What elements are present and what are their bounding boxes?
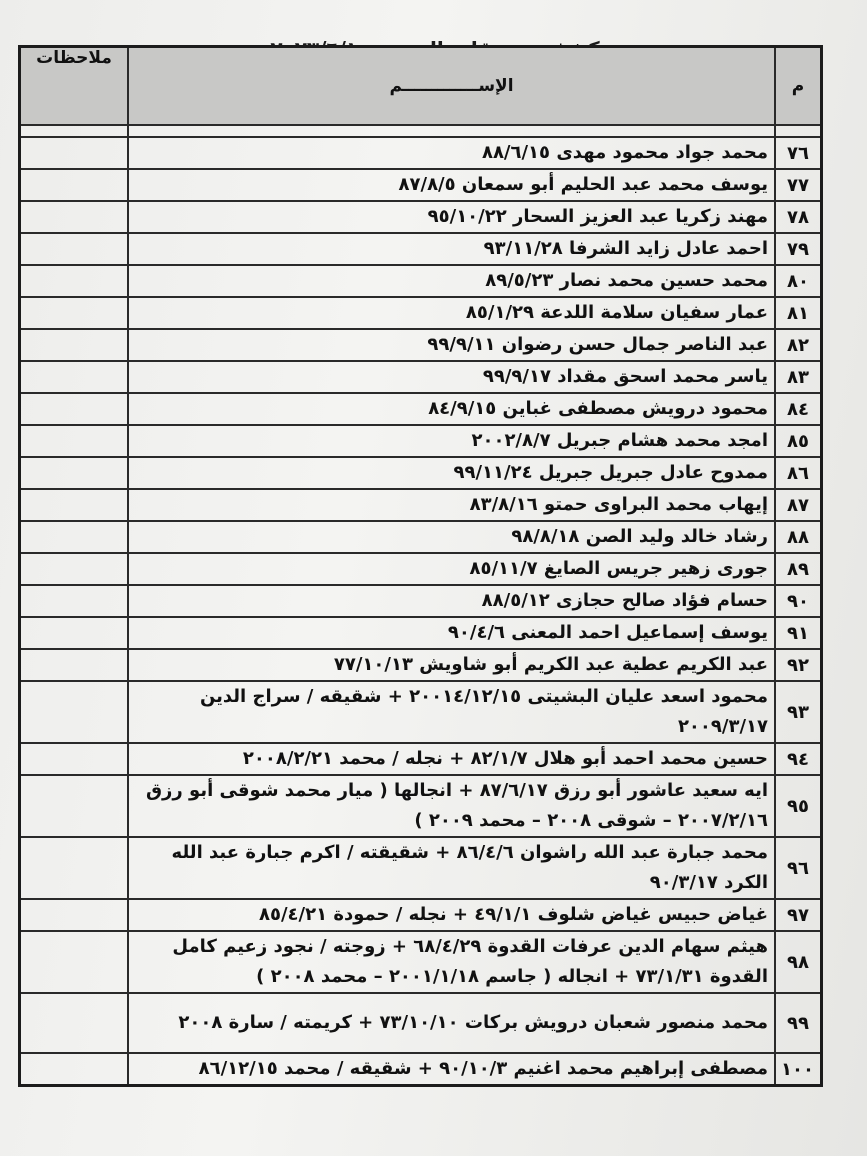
row-notes bbox=[20, 393, 129, 425]
spacer-row bbox=[20, 125, 822, 137]
row-number: ٧٨ bbox=[775, 201, 822, 233]
row-notes bbox=[20, 265, 129, 297]
row-name: محمد منصور شعبان درويش بركات ٧٣/١٠/١٠ + كريمته / سارة ٢٠٠٨ bbox=[128, 993, 775, 1053]
table-row bbox=[20, 931, 822, 993]
table-row bbox=[20, 233, 822, 265]
row-name: حسين محمد احمد أبو هلال ٨٢/١/٧ + نجله / محمد ٢٠٠٨/٢/٢١ bbox=[128, 743, 775, 775]
row-notes bbox=[20, 1053, 129, 1086]
row-number: ٧٦ bbox=[775, 137, 822, 169]
row-number: ٨٥ bbox=[775, 425, 822, 457]
row-name: إيهاب محمد البراوى حمتو ٨٣/٨/١٦ bbox=[128, 489, 775, 521]
row-number: ٧٩ bbox=[775, 233, 822, 265]
names-table bbox=[18, 45, 823, 1087]
row-number: ٩٧ bbox=[775, 899, 822, 931]
row-notes bbox=[20, 743, 129, 775]
row-name: ممدوح عادل جبريل جبريل ٩٩/١١/٢٤ bbox=[128, 457, 775, 489]
row-number: ٩٥ bbox=[775, 775, 822, 837]
row-number: ٨٣ bbox=[775, 361, 822, 393]
table-row bbox=[20, 489, 822, 521]
row-name: يوسف محمد عبد الحليم أبو سمعان ٨٧/٨/٥ bbox=[128, 169, 775, 201]
row-notes bbox=[20, 137, 129, 169]
spacer-cell bbox=[775, 125, 822, 137]
row-notes bbox=[20, 297, 129, 329]
row-notes bbox=[20, 681, 129, 743]
table-row bbox=[20, 137, 822, 169]
row-notes bbox=[20, 585, 129, 617]
row-notes bbox=[20, 169, 129, 201]
row-number: ٨٤ bbox=[775, 393, 822, 425]
table-row bbox=[20, 899, 822, 931]
row-notes bbox=[20, 837, 129, 899]
spacer-cell bbox=[20, 125, 129, 137]
table-row bbox=[20, 837, 822, 899]
row-number: ٩٦ bbox=[775, 837, 822, 899]
table-body bbox=[20, 125, 822, 1086]
row-number: ١٠٠ bbox=[775, 1053, 822, 1086]
row-number: ٩٠ bbox=[775, 585, 822, 617]
header-number: م bbox=[775, 47, 822, 126]
row-notes bbox=[20, 521, 129, 553]
row-name: هيثم سهام الدين عرفات القدوة ٦٨/٤/٢٩ + زوجته / نجود زعيم كامل القدوة ٧٣/١/٣١ + انجاله ( جاسم ٢٠٠١/١/١٨ – محمد ٢٠٠٨ ) bbox=[128, 931, 775, 993]
row-name: حسام فؤاد صالح حجازى ٨٨/٥/١٢ bbox=[128, 585, 775, 617]
row-number: ٨٢ bbox=[775, 329, 822, 361]
row-notes bbox=[20, 361, 129, 393]
row-notes bbox=[20, 233, 129, 265]
row-notes bbox=[20, 489, 129, 521]
table-row bbox=[20, 265, 822, 297]
row-name: محمود درويش مصطفى غباين ٨٤/٩/١٥ bbox=[128, 393, 775, 425]
header-row bbox=[20, 47, 822, 126]
row-name: احمد عادل زايد الشرفا ٩٣/١١/٢٨ bbox=[128, 233, 775, 265]
row-name: عمار سفيان سلامة اللدعة ٨٥/١/٢٩ bbox=[128, 297, 775, 329]
header-name: الإســـــــــــــم bbox=[128, 47, 775, 126]
row-number: ٧٧ bbox=[775, 169, 822, 201]
row-notes bbox=[20, 617, 129, 649]
row-number: ٩٢ bbox=[775, 649, 822, 681]
row-name: مهند زكريا عبد العزيز السحار ٩٥/١٠/٢٢ bbox=[128, 201, 775, 233]
table-row bbox=[20, 457, 822, 489]
row-notes bbox=[20, 329, 129, 361]
header-notes: ملاحظات bbox=[20, 47, 129, 126]
row-notes bbox=[20, 457, 129, 489]
row-notes bbox=[20, 201, 129, 233]
table-row bbox=[20, 393, 822, 425]
row-number: ٨٦ bbox=[775, 457, 822, 489]
table-row bbox=[20, 775, 822, 837]
row-number: ٩٨ bbox=[775, 931, 822, 993]
table-row bbox=[20, 553, 822, 585]
row-name: محمد جبارة عبد الله راشوان ٨٦/٤/٦ + شقيقته / اكرم جبارة عبد الله الكرد ٩٠/٣/١٧ bbox=[128, 837, 775, 899]
row-name: محمد حسين محمد نصار ٨٩/٥/٢٣ bbox=[128, 265, 775, 297]
row-name: عبد الناصر جمال حسن رضوان ٩٩/٩/١١ bbox=[128, 329, 775, 361]
row-notes bbox=[20, 899, 129, 931]
table-row bbox=[20, 169, 822, 201]
row-number: ٩٤ bbox=[775, 743, 822, 775]
table-row bbox=[20, 425, 822, 457]
row-name: ياسر محمد اسحق مقداد ٩٩/٩/١٧ bbox=[128, 361, 775, 393]
table-row bbox=[20, 681, 822, 743]
row-name: عبد الكريم عطية عبد الكريم أبو شاويش ٧٧/١٠/١٣ bbox=[128, 649, 775, 681]
row-name: جورى زهير جريس الصايغ ٨٥/١١/٧ bbox=[128, 553, 775, 585]
row-number: ٩٣ bbox=[775, 681, 822, 743]
row-name: يوسف إسماعيل احمد المعنى ٩٠/٤/٦ bbox=[128, 617, 775, 649]
row-number: ٩٩ bbox=[775, 993, 822, 1053]
table-row bbox=[20, 1053, 822, 1086]
table-row bbox=[20, 993, 822, 1053]
spacer-cell bbox=[128, 125, 775, 137]
row-name: امجد محمد هشام جبريل ٢٠٠٢/٨/٧ bbox=[128, 425, 775, 457]
table-row bbox=[20, 297, 822, 329]
table-row bbox=[20, 743, 822, 775]
row-number: ٨٧ bbox=[775, 489, 822, 521]
row-notes bbox=[20, 931, 129, 993]
row-number: ٩١ bbox=[775, 617, 822, 649]
row-name: مصطفى إبراهيم محمد اغنيم ٩٠/١٠/٣ + شقيقه / محمد ٨٦/١٢/١٥ bbox=[128, 1053, 775, 1086]
row-notes bbox=[20, 649, 129, 681]
table-row bbox=[20, 617, 822, 649]
row-name: محمود اسعد عليان البشيتى ٢٠٠١٤/١٢/١٥ + شقيقه / سراج الدين ٢٠٠٩/٣/١٧ bbox=[128, 681, 775, 743]
row-name: ايه سعيد عاشور أبو رزق ٨٧/٦/١٧ + انجالها ( ميار محمد شوقى أبو رزق ٢٠٠٧/٢/١٦ – شوقى ٢٠٠٨ – محمد ٢٠٠٩ ) bbox=[128, 775, 775, 837]
table-row bbox=[20, 329, 822, 361]
table-row bbox=[20, 585, 822, 617]
row-name: غياض حبيس غياض شلوف ٤٩/١/١ + نجله / حمودة ٨٥/٤/٢١ bbox=[128, 899, 775, 931]
row-number: ٨٠ bbox=[775, 265, 822, 297]
row-number: ٨٨ bbox=[775, 521, 822, 553]
table-row bbox=[20, 649, 822, 681]
row-notes bbox=[20, 553, 129, 585]
table-row bbox=[20, 201, 822, 233]
row-name: محمد جواد محمود مهدى ٨٨/٦/١٥ bbox=[128, 137, 775, 169]
table-row bbox=[20, 361, 822, 393]
row-number: ٨١ bbox=[775, 297, 822, 329]
row-name: رشاد خالد وليد الصن ٩٨/٨/١٨ bbox=[128, 521, 775, 553]
row-notes bbox=[20, 775, 129, 837]
row-number: ٨٩ bbox=[775, 553, 822, 585]
table-row bbox=[20, 521, 822, 553]
row-notes bbox=[20, 993, 129, 1053]
row-notes bbox=[20, 425, 129, 457]
